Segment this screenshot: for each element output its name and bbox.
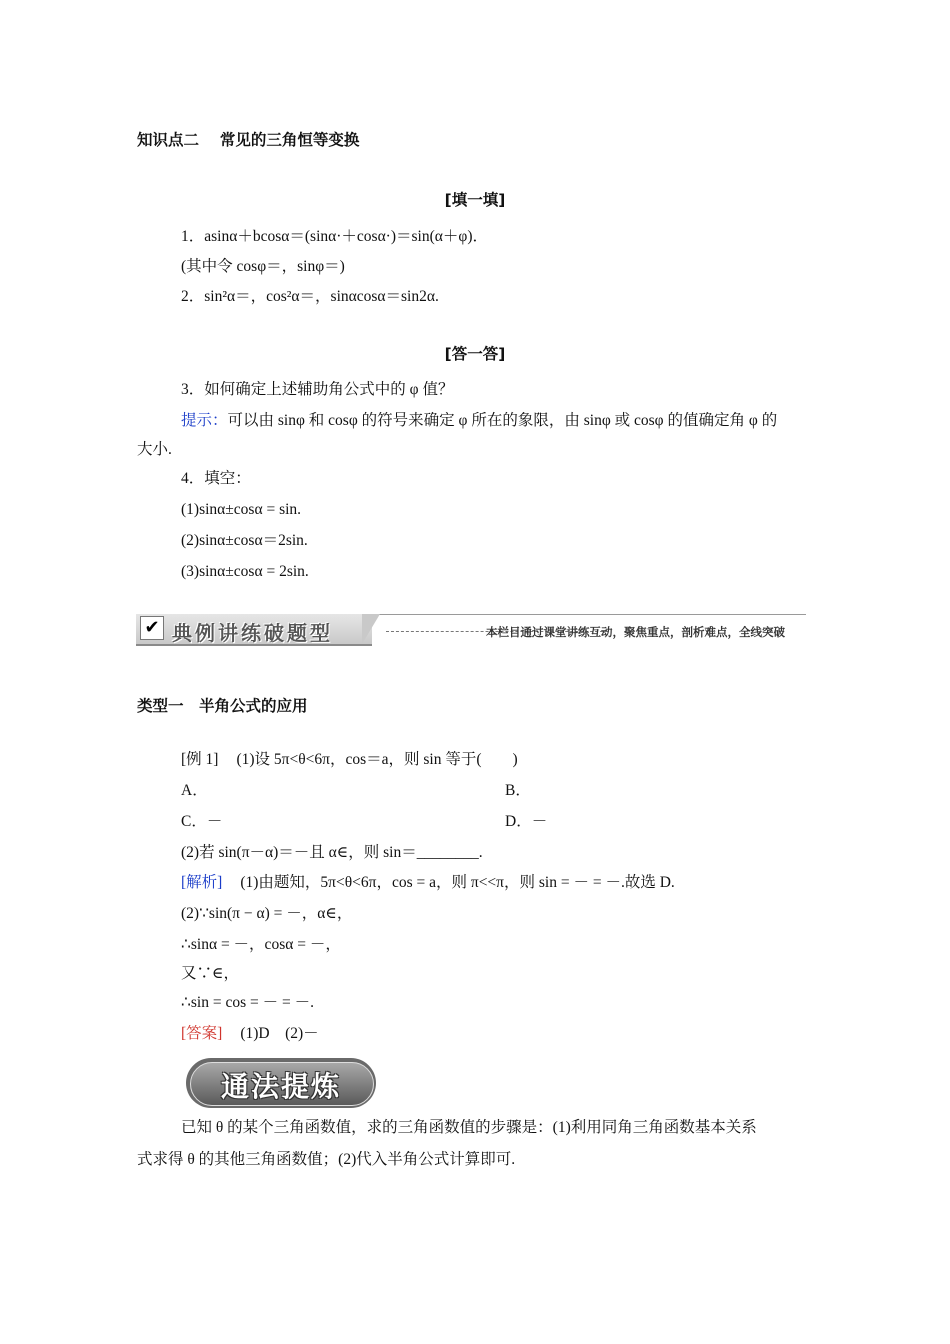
hint-text: 可以由 sinφ 和 cosφ 的符号来确定 φ 所在的象限，由 sinφ 或 cosφ 的值确定角 φ 的 [227,412,778,429]
option-c: C．－ [181,813,223,830]
analysis-label: [解析] [181,874,223,891]
analysis-line-5: ∴sin = cos = － = －. [181,994,314,1011]
fill-blank-1: (1)sinα±cosα = sin. [181,501,302,518]
question-3: 3．如何确定上述辅助角公式中的 φ 值？ [181,381,454,398]
fill-heading: [填一填] [444,191,506,209]
option-b: B． [505,782,531,799]
type-title: 类型一 半角公式的应用 [137,697,308,715]
section-banner [136,612,806,646]
fill-item-3: 2．sin²α＝，cos²α＝，sinαcosα＝sin2α. [181,288,439,305]
hint-line-1 [181,411,777,431]
option-a: A． [181,782,208,799]
analysis-text-1: (1)由题知，5π<θ<6π，cos = a，则 π<<π，则 sin = － = －.故选 D. [240,874,675,891]
answer-text: (1)D (2)－ [240,1025,319,1042]
example-line-1 [181,750,518,770]
method-badge [186,1058,378,1110]
fill-blank-2: (2)sinα±cosα＝2sin. [181,532,308,549]
answer-label: [答案] [181,1025,223,1042]
hint-line-2: 大小. [137,441,172,458]
fill-item-2: (其中令 cosφ＝，sinφ＝) [181,258,345,275]
option-d: D．－ [505,813,548,830]
example-part-1: (1)设 5π<θ<6π，cos＝a，则 sin 等于( ) [236,751,518,768]
answer-heading: [答一答] [444,345,506,363]
badge-text: 通法提炼 [220,1070,341,1103]
analysis-line-4: 又∵∈， [181,965,239,982]
banner-divider [362,614,806,615]
question-4: 4．填空： [181,470,251,487]
banner-slant [362,614,380,644]
banner-title: 典例讲练破题型 [172,621,333,645]
section-title: 知识点二 常见的三角恒等变换 [137,131,360,149]
answer-line [181,1024,319,1044]
hint-label: 提示： [181,412,228,429]
method-line-1: 已知 θ 的某个三角函数值，求的三角函数值的步骤是：(1)利用同角三角函数基本关系 [181,1119,757,1136]
analysis-line-2: (2)∵sin(π − α) = －，α∈， [181,905,353,922]
analysis-line-1 [181,873,675,893]
fill-item-1: 1．asinα＋bcosα＝(sinα·＋cosα·)＝sin(α＋φ)． [181,228,488,245]
method-line-2: 式求得 θ 的其他三角函数值；(2)代入半角公式计算即可. [137,1151,516,1168]
analysis-line-3: ∴sinα = －，cosα = －， [181,936,341,953]
example-part-2: (2)若 sin(π－α)＝－且 α∈，则 sin＝________. [181,844,483,861]
check-icon: ✔ [140,616,164,640]
example-label: [例 1] [181,751,219,768]
banner-description: 本栏目通过课堂讲练互动，聚焦重点，剖析难点，全线突破 [486,625,785,639]
fill-blank-3: (3)sinα±cosα = 2sin. [181,563,309,580]
